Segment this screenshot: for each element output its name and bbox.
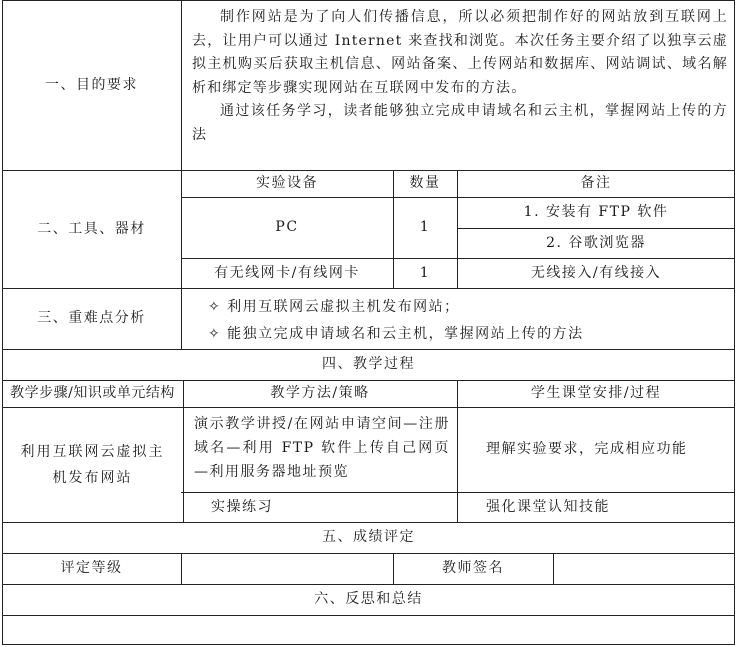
notes-cell: 1. 安装有 FTP 软件	[523, 204, 669, 221]
col-quantity-header: 数量	[409, 175, 441, 192]
section4-heading: 四、教学过程	[322, 356, 415, 373]
col-arrangement-header: 学生课堂安排/过程	[530, 385, 662, 402]
notes-cell: 2. 谷歌浏览器	[546, 234, 646, 251]
rule	[2, 644, 735, 645]
notes-cell: 无线接入/有线接入	[530, 264, 662, 281]
col-methods-header: 教学方法/策略	[270, 385, 370, 402]
section1-heading: 一、目的要求	[45, 76, 138, 93]
student-arrangement: 强化课堂认知技能	[486, 498, 610, 515]
signature-value[interactable]	[553, 553, 735, 584]
equipment-cell: 有无线网卡/有线网卡	[214, 264, 360, 281]
section1-objectives	[192, 6, 728, 147]
key-point: ✧ 利用互联网云虚拟主机发布网站；	[208, 299, 460, 315]
teaching-step: 利用互联网云虚拟主机发布网站	[20, 443, 165, 486]
grade-label: 评定等级	[60, 560, 123, 577]
teaching-method: 演示教学讲授/在网站申请空间—注册域名—利用 FTP 软件上传自己网页—利用服务器地址预览	[194, 416, 450, 480]
equipment-cell: PC	[275, 219, 299, 236]
quantity-cell: 1	[419, 219, 431, 236]
teaching-method: 实操练习	[211, 498, 273, 515]
section6-heading: 六、反思和总结	[314, 591, 423, 608]
key-point: ✧ 能独立完成申请域名和云主机，掌握网站上传的方法	[208, 326, 584, 342]
objectives-paragraph-2: 通过该任务学习，读者能够独立完成申请域名和云主机，掌握网站上传的方法	[192, 103, 728, 143]
section2-heading: 二、工具、器材	[37, 220, 146, 237]
objectives-paragraph-1: 制作网站是为了向人们传播信息，所以必须把制作好的网站放到互联网上去，让用户可以通过 Internet 来查找和浏览。本次任务主要介绍了以独享云虚拟主机购买后获取主机信息、网站备案、上传网站和数据库、网站调试、域名解析和绑定等步骤实现网站在互联网中发布的方法。	[192, 9, 728, 96]
signature-label: 教师签名	[442, 560, 504, 577]
grade-value[interactable]	[181, 553, 393, 584]
lesson-plan-table	[2, 0, 735, 645]
col-steps-header: 教学步骤/知识或单元结构	[10, 385, 175, 402]
section3-heading: 三、重难点分析	[37, 310, 146, 327]
quantity-cell: 1	[419, 264, 431, 281]
section5-heading: 五、成绩评定	[322, 529, 415, 546]
student-arrangement: 理解实验要求，完成相应功能	[486, 441, 688, 458]
reflection-content[interactable]	[2, 615, 735, 644]
col-equipment-header: 实验设备	[256, 175, 318, 192]
col-notes-header: 备注	[580, 175, 612, 192]
